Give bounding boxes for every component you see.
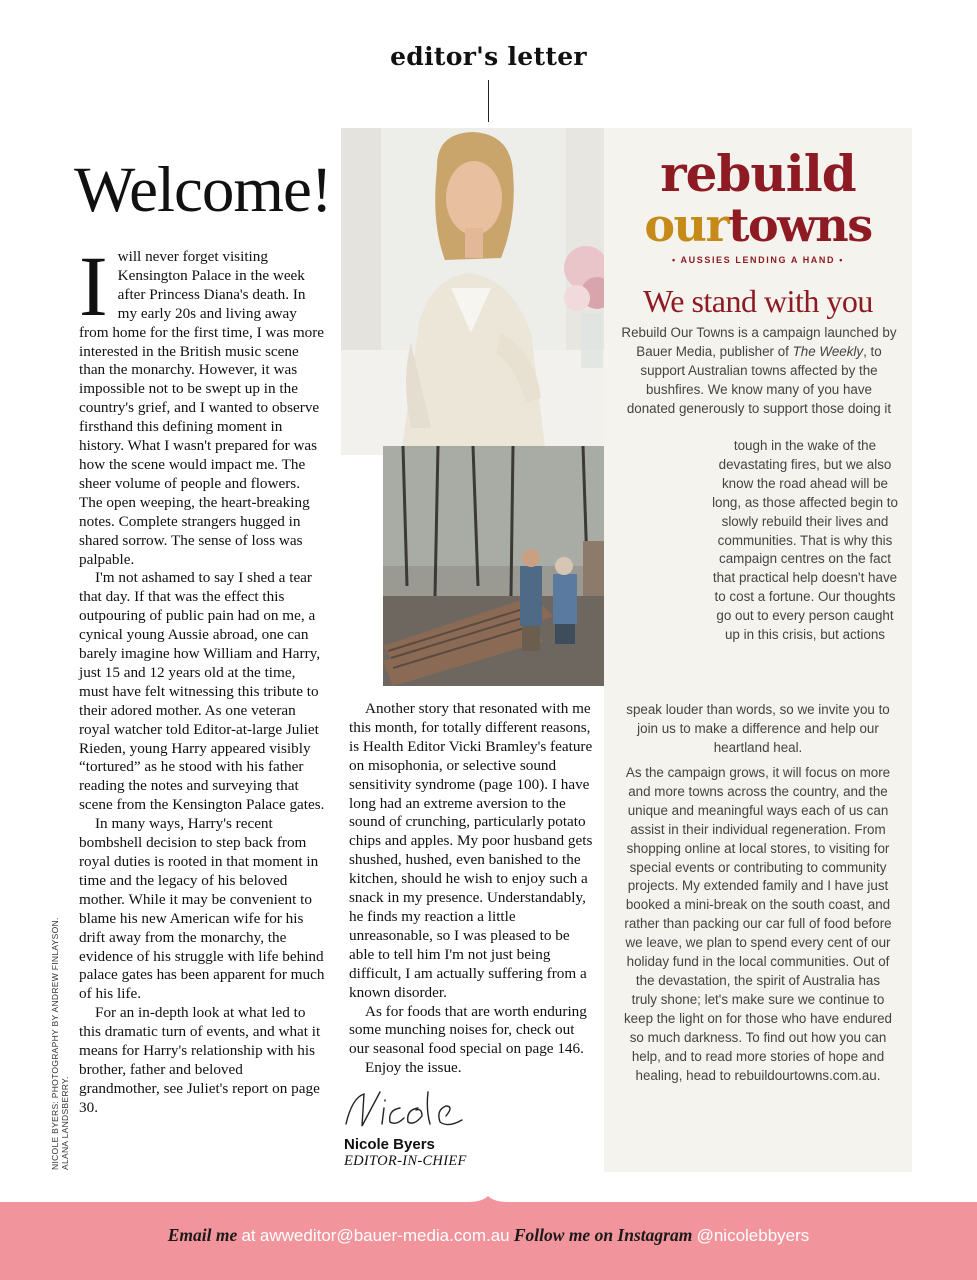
campaign-tagline: • AUSSIES LENDING A HAND • xyxy=(672,255,844,265)
photo-credit-line: NICOLE BYERS: PHOTOGRAPHY BY ANDREW FINLAYSON. xyxy=(50,917,60,1170)
page-title: Welcome! xyxy=(74,154,332,226)
footer-contact xyxy=(0,1224,977,1247)
logo-word-our: our xyxy=(644,198,729,252)
section-divider xyxy=(488,80,489,122)
campaign-heading: We stand with you xyxy=(643,283,873,319)
campaign-paragraph: tough in the wake of the devastating fires, but we also know the road ahead will be long, as those affected begin to slowly rebuild their lives and communities. That is why this campaign centres on the fact that practical help doesn't have to cost a fortune. Our thoughts go out to every person caught up in this crisis, but actions xyxy=(712,438,898,643)
photo-credit xyxy=(50,910,70,1170)
letter-paragraph: For an in-depth look at what led to this dramatic turn of events, and what it means for Harry's relationship with his brother, father and beloved grandmother, see Juliet's report on page 30. xyxy=(79,1004,321,1116)
email-label: Email me xyxy=(167,1225,238,1245)
email-connector: at xyxy=(241,1226,256,1245)
letter-column-1 xyxy=(79,238,326,1118)
letter-paragraph: In many ways, Harry's recent bombshell decision to step back from royal duties is rooted in that moment in time and the legacy of his beloved mother. While it may be convenient to blame his new American wife for his drift away from the monarchy, the evidence of his struggle with life behind palace gates has been apparent for much of his life. xyxy=(79,815,325,1003)
letter-paragraph: I'm not ashamed to say I shed a tear that day. If that was the effect this outpouring of public pain had on me, a cynical young Aussie abroad, one can barely imagine how William and Harry, just 15 and 12 years old at the time, must have felt witnessing this tribute to their adored mother. As one veteran royal watcher told Editor-at-large Juliet Rieden, young Harry appeared visibly “tortured” as he stood with his father reading the notes and surveying that scene from the Kensington Palace gates. xyxy=(79,569,325,814)
instagram-label: Follow me on Instagram xyxy=(513,1225,693,1245)
letter-paragraph xyxy=(79,238,326,569)
campaign-text: , to support Australian towns affected by the bushfires. We know many of you have donated generously to support those doing it xyxy=(626,343,892,416)
portrait-illustration xyxy=(341,128,604,455)
editor-role: EDITOR-IN-CHIEF xyxy=(344,1153,467,1169)
letter-paragraph: Another story that resonated with me this month, for totally different reasons, is Health Editor Vicki Bramley's feature on misophonia, or selective sound sensitivity syndrome (page 100). I have long had an extreme aversion to the sound of crunching, particularly potato chips and apples. My poor husband gets shushed, hushed, even banished to the kitchen, should he wish to enjoy such a snack in my presence. Understandably, he finds my reaction a little unreasonable, so I was pleased to be able to tell him I'm not just being difficult, I am actually suffering from a known disorder. xyxy=(349,700,593,1001)
letter-paragraph: As for foods that are worth enduring some munching noises for, check out our seasonal food special on page 146. xyxy=(349,1002,587,1058)
campaign-paragraph xyxy=(620,324,898,419)
instagram-link[interactable]: @nicolebbyers xyxy=(696,1226,810,1245)
editor-portrait-photo xyxy=(341,128,604,455)
publication-name: The Weekly xyxy=(792,343,864,359)
letter-column-2 xyxy=(349,700,595,1078)
editor-signature xyxy=(342,1088,472,1130)
section-label: editor's letter xyxy=(390,42,587,71)
campaign-text: Rebuild Our Towns is a campaign launched by Bauer Media, publisher of xyxy=(621,325,897,359)
photo-credit-line: ALANA LANDSBERRY. xyxy=(60,1076,70,1170)
campaign-logo-ourtowns xyxy=(604,198,912,252)
logo-word-towns: towns xyxy=(728,198,872,252)
campaign-paragraph: As the campaign grows, it will focus on more and more towns across the country, and the unique and meaningful ways each of us can assist in their individual regeneration. From shopping online at local stores, to visiting for special events or contributing to community projects. My extended family and I have just booked a mini-break on the south coast, and rather than packing our car full of food before we leave, we plan to spend every cent of our holiday fund in the local communities. Out of the devastation, the spirit of Australia has truly shone; let's make sure we continue to keep the light on for those who have endured so much darkness. To find out how you can help, and to read more stories of hope and healing, head to rebuildourtowns.com.au. xyxy=(623,765,892,1083)
letter-paragraph: Enjoy the issue. xyxy=(365,1059,462,1077)
campaign-paragraph: speak louder than words, so we invite you to join us to make a difference and help our heartland heal. xyxy=(626,702,890,755)
editor-name: Nicole Byers xyxy=(344,1136,435,1153)
drop-cap: I xyxy=(79,238,108,334)
footer-notch xyxy=(468,1196,508,1216)
email-link[interactable]: awweditor@bauer-media.com.au xyxy=(259,1226,510,1245)
letter-paragraph-text: will never forget visiting Kensington Palace in the week after Princess Diana's death. In my early 20s and living away from home for the first time, I was more interested in the British music scene than the monarchy. However, it was impossible not to be swept up in the country's grief, and I wanted to observe firsthand this defining moment in history. What I wasn't prepared for was how the scene would impact me. The sheer volume of people and flowers. The open weeping, the heart-breaking notes. Complete strangers hugged in shared sorrow. The sense of loss was palpable. xyxy=(79,248,325,568)
campaign-logo-rebuild: rebuild xyxy=(660,144,856,203)
